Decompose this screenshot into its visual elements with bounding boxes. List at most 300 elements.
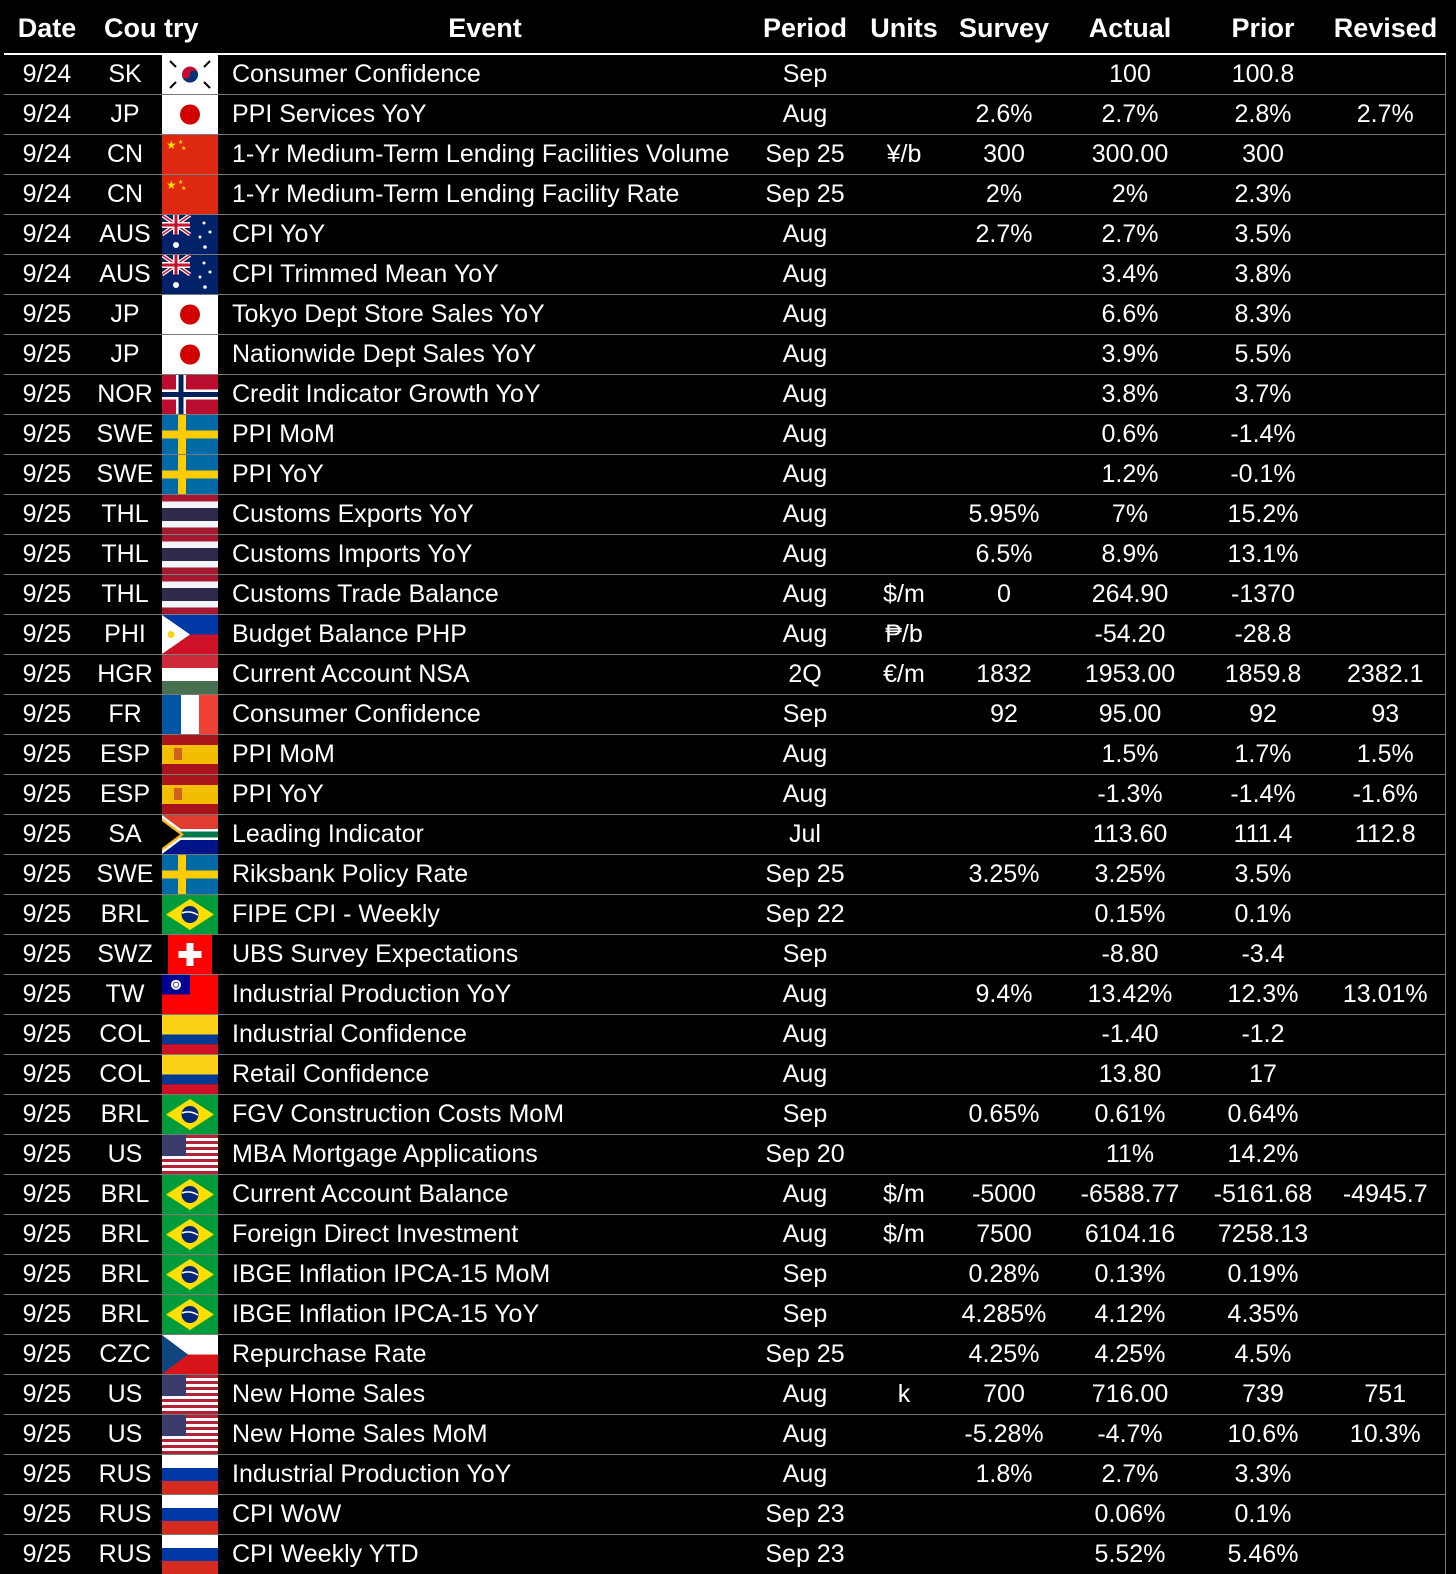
flag-cell (160, 655, 220, 695)
cell-date: 9/25 (4, 575, 90, 615)
cell-prior: -28.8 (1200, 615, 1326, 655)
cell-actual: -1.40 (1060, 1015, 1200, 1055)
cell-country: US (90, 1135, 160, 1175)
cell-units (860, 1295, 948, 1335)
cell-country: JP (90, 95, 160, 135)
flag-cell (160, 775, 220, 815)
cell-units: ¥/b (860, 135, 948, 175)
cell-period: Sep (750, 695, 860, 735)
cell-survey: 9.4% (948, 975, 1060, 1015)
cell-period: Aug (750, 1175, 860, 1215)
cell-units (860, 1335, 948, 1375)
flag-cell (160, 415, 220, 455)
cell-event: Retail Confidence (220, 1055, 750, 1095)
table-row (4, 375, 1445, 415)
brazil-flag-icon (162, 1215, 218, 1254)
cell-actual: -54.20 (1060, 615, 1200, 655)
cell-country: COL (90, 1055, 160, 1095)
cell-prior: 111.4 (1200, 815, 1326, 855)
cell-units (860, 375, 948, 415)
japan-flag-icon (162, 95, 218, 134)
flag-cell (160, 1495, 220, 1535)
cell-actual: 13.80 (1060, 1055, 1200, 1095)
flag-cell (160, 54, 220, 95)
cell-period: Sep 20 (750, 1135, 860, 1175)
cell-event: IBGE Inflation IPCA-15 YoY (220, 1295, 750, 1335)
table-row (4, 855, 1445, 895)
cell-period: Sep (750, 1095, 860, 1135)
cell-survey: 2% (948, 175, 1060, 215)
cell-units (860, 54, 948, 95)
svg-text:★: ★ (166, 178, 177, 192)
cell-revised (1326, 495, 1445, 535)
cell-date: 9/25 (4, 735, 90, 775)
cell-country: SWE (90, 455, 160, 495)
table-row (4, 255, 1445, 295)
cell-period: Aug (750, 735, 860, 775)
cell-date: 9/25 (4, 1375, 90, 1415)
cell-actual: 2.7% (1060, 95, 1200, 135)
thailand-flag-icon (162, 535, 218, 574)
cell-prior: -1370 (1200, 575, 1326, 615)
cell-units (860, 255, 948, 295)
cell-actual: 264.90 (1060, 575, 1200, 615)
cell-country: US (90, 1375, 160, 1415)
cell-country: BRL (90, 1175, 160, 1215)
cell-units (860, 215, 948, 255)
cell-date: 9/25 (4, 1295, 90, 1335)
cell-actual: 100 (1060, 54, 1200, 95)
cell-revised: 112.8 (1326, 815, 1445, 855)
cell-actual: 5.52% (1060, 1535, 1200, 1574)
cell-prior: 2.3% (1200, 175, 1326, 215)
colombia-flag-icon (162, 1055, 218, 1094)
cell-period: Aug (750, 615, 860, 655)
cell-revised (1326, 1135, 1445, 1175)
colombia-flag-icon (162, 1015, 218, 1054)
cell-prior: 0.1% (1200, 1495, 1326, 1535)
cell-event: 1-Yr Medium-Term Lending Facility Rate (220, 175, 750, 215)
cell-period: Aug (750, 95, 860, 135)
cell-survey: 4.285% (948, 1295, 1060, 1335)
cell-period: Aug (750, 575, 860, 615)
cell-date: 9/25 (4, 1535, 90, 1574)
cell-country: SWE (90, 855, 160, 895)
cell-survey: 0 (948, 575, 1060, 615)
cell-date: 9/25 (4, 1215, 90, 1255)
cell-country: JP (90, 295, 160, 335)
cell-prior: -1.4% (1200, 415, 1326, 455)
flag-cell (160, 935, 220, 975)
header-units: Units (860, 3, 948, 54)
cell-units (860, 455, 948, 495)
cell-actual: 1.5% (1060, 735, 1200, 775)
cell-date: 9/25 (4, 1495, 90, 1535)
cell-units (860, 95, 948, 135)
cell-actual: 716.00 (1060, 1375, 1200, 1415)
cell-units (860, 1015, 948, 1055)
cell-event: FGV Construction Costs MoM (220, 1095, 750, 1135)
flag-cell (160, 295, 220, 335)
cell-prior: 4.35% (1200, 1295, 1326, 1335)
cell-revised (1326, 215, 1445, 255)
cell-units (860, 175, 948, 215)
flag-cell (160, 575, 220, 615)
spain-flag-icon (162, 735, 218, 774)
cell-prior: 13.1% (1200, 535, 1326, 575)
cell-units: $/m (860, 1215, 948, 1255)
cell-units (860, 535, 948, 575)
cell-units (860, 1535, 948, 1574)
cell-date: 9/24 (4, 135, 90, 175)
australia-flag-icon (162, 215, 218, 254)
cell-event: Customs Exports YoY (220, 495, 750, 535)
cell-units (860, 895, 948, 935)
cell-prior: 92 (1200, 695, 1326, 735)
cell-prior: 3.5% (1200, 855, 1326, 895)
cell-period: Sep 23 (750, 1535, 860, 1574)
cell-revised (1326, 1335, 1445, 1375)
table-row (4, 615, 1445, 655)
cell-prior: 4.5% (1200, 1335, 1326, 1375)
cell-survey: 92 (948, 695, 1060, 735)
cell-country: BRL (90, 1215, 160, 1255)
cell-date: 9/25 (4, 655, 90, 695)
table-row (4, 1095, 1445, 1135)
cell-period: Sep 22 (750, 895, 860, 935)
cell-country: CZC (90, 1335, 160, 1375)
cell-units (860, 775, 948, 815)
flag-cell (160, 735, 220, 775)
table-row (4, 935, 1445, 975)
cell-country: BRL (90, 1295, 160, 1335)
cell-event: Customs Trade Balance (220, 575, 750, 615)
cell-country: NOR (90, 375, 160, 415)
table-row (4, 455, 1445, 495)
cell-prior: 8.3% (1200, 295, 1326, 335)
flag-cell (160, 1095, 220, 1135)
cell-event: Nationwide Dept Sales YoY (220, 335, 750, 375)
cell-actual: 4.25% (1060, 1335, 1200, 1375)
cell-actual: 3.8% (1060, 375, 1200, 415)
cell-period: Aug (750, 535, 860, 575)
cell-event: Customs Imports YoY (220, 535, 750, 575)
cell-date: 9/25 (4, 815, 90, 855)
cell-period: Sep 25 (750, 135, 860, 175)
cell-survey (948, 1015, 1060, 1055)
cell-event: Consumer Confidence (220, 695, 750, 735)
cell-units (860, 1415, 948, 1455)
flag-cell (160, 255, 220, 295)
cell-date: 9/25 (4, 535, 90, 575)
cell-prior: 1.7% (1200, 735, 1326, 775)
table-row (4, 975, 1445, 1015)
cell-revised: 13.01% (1326, 975, 1445, 1015)
cell-date: 9/25 (4, 1335, 90, 1375)
cell-survey (948, 615, 1060, 655)
cell-units: k (860, 1375, 948, 1415)
cell-revised: 10.3% (1326, 1415, 1445, 1455)
header-actual: Actual (1060, 3, 1200, 54)
cell-event: PPI MoM (220, 735, 750, 775)
cell-survey: 0.28% (948, 1255, 1060, 1295)
cell-actual: 13.42% (1060, 975, 1200, 1015)
cell-country: SWZ (90, 935, 160, 975)
usa-flag-icon (162, 1415, 218, 1454)
table-row (4, 135, 1445, 175)
flag-cell (160, 215, 220, 255)
cell-revised (1326, 415, 1445, 455)
cell-event: FIPE CPI - Weekly (220, 895, 750, 935)
cell-units (860, 1495, 948, 1535)
cell-country: THL (90, 495, 160, 535)
cell-period: Sep (750, 54, 860, 95)
svg-text:★: ★ (166, 138, 177, 152)
russia-flag-icon (162, 1535, 218, 1574)
table-row (4, 1535, 1445, 1574)
cell-survey (948, 1495, 1060, 1535)
table-row (4, 1495, 1445, 1535)
cell-prior: 3.5% (1200, 215, 1326, 255)
flag-cell (160, 695, 220, 735)
table-row (4, 1255, 1445, 1295)
flag-cell (160, 175, 220, 215)
cell-date: 9/25 (4, 615, 90, 655)
cell-prior: 300 (1200, 135, 1326, 175)
cell-prior: -1.4% (1200, 775, 1326, 815)
cell-date: 9/25 (4, 1255, 90, 1295)
header-period: Period (750, 3, 860, 54)
cell-revised (1326, 1055, 1445, 1095)
cell-country: ESP (90, 775, 160, 815)
cell-actual: 0.15% (1060, 895, 1200, 935)
table-row (4, 1455, 1445, 1495)
cell-revised (1326, 535, 1445, 575)
cell-event: Industrial Confidence (220, 1015, 750, 1055)
cell-country: ESP (90, 735, 160, 775)
cell-revised (1326, 1095, 1445, 1135)
cell-prior: 3.7% (1200, 375, 1326, 415)
china-flag-icon (162, 135, 218, 174)
cell-period: Aug (750, 1455, 860, 1495)
flag-cell (160, 1335, 220, 1375)
cell-prior: 2.8% (1200, 95, 1326, 135)
flag-cell (160, 1175, 220, 1215)
cell-survey: -5.28% (948, 1415, 1060, 1455)
cell-event: 1-Yr Medium-Term Lending Facilities Volume (220, 135, 750, 175)
header-event: Event (220, 3, 750, 54)
japan-flag-icon (162, 335, 218, 374)
brazil-flag-icon (162, 895, 218, 934)
sweden-flag-icon (162, 455, 218, 494)
cell-period: Aug (750, 975, 860, 1015)
cell-date: 9/24 (4, 175, 90, 215)
table-row (4, 1055, 1445, 1095)
cell-revised: -1.6% (1326, 775, 1445, 815)
cell-actual: 11% (1060, 1135, 1200, 1175)
cell-actual: 2.7% (1060, 215, 1200, 255)
south-africa-flag-icon (162, 815, 218, 854)
cell-event: CPI YoY (220, 215, 750, 255)
table-row (4, 1015, 1445, 1055)
cell-event: PPI MoM (220, 415, 750, 455)
flag-cell (160, 375, 220, 415)
cell-event: Tokyo Dept Store Sales YoY (220, 295, 750, 335)
table-row (4, 815, 1445, 855)
flag-cell (160, 1055, 220, 1095)
cell-actual: -1.3% (1060, 775, 1200, 815)
cell-country: THL (90, 575, 160, 615)
cell-actual: 0.06% (1060, 1495, 1200, 1535)
cell-prior: 3.8% (1200, 255, 1326, 295)
cell-country: RUS (90, 1495, 160, 1535)
brazil-flag-icon (162, 1295, 218, 1334)
china-flag-icon (162, 175, 218, 214)
cell-actual: 3.25% (1060, 855, 1200, 895)
header-revised: Revised (1326, 3, 1445, 54)
thailand-flag-icon (162, 495, 218, 534)
czech-flag-icon (162, 1335, 218, 1374)
cell-units (860, 695, 948, 735)
japan-flag-icon (162, 295, 218, 334)
cell-actual: -6588.77 (1060, 1175, 1200, 1215)
cell-revised (1326, 1295, 1445, 1335)
cell-actual: 4.12% (1060, 1295, 1200, 1335)
cell-date: 9/24 (4, 54, 90, 95)
table-row (4, 775, 1445, 815)
cell-date: 9/25 (4, 1415, 90, 1455)
table-row (4, 535, 1445, 575)
cell-survey (948, 1535, 1060, 1574)
cell-actual: 95.00 (1060, 695, 1200, 735)
spain-flag-icon (162, 775, 218, 814)
cell-survey (948, 375, 1060, 415)
cell-survey: 4.25% (948, 1335, 1060, 1375)
cell-prior: 17 (1200, 1055, 1326, 1095)
cell-units (860, 1455, 948, 1495)
cell-event: Consumer Confidence (220, 54, 750, 95)
cell-survey (948, 775, 1060, 815)
cell-prior: 5.46% (1200, 1535, 1326, 1574)
cell-units (860, 295, 948, 335)
table-row (4, 54, 1445, 95)
cell-revised (1326, 615, 1445, 655)
cell-survey (948, 735, 1060, 775)
cell-units (860, 975, 948, 1015)
cell-period: Sep 25 (750, 175, 860, 215)
flag-cell (160, 1015, 220, 1055)
cell-actual: 3.4% (1060, 255, 1200, 295)
cell-period: Aug (750, 295, 860, 335)
table-row (4, 1295, 1445, 1335)
cell-units: ₱/b (860, 615, 948, 655)
hungary-flag-icon (162, 655, 218, 694)
cell-survey (948, 295, 1060, 335)
table-row (4, 1215, 1445, 1255)
flag-cell (160, 95, 220, 135)
cell-period: Sep 25 (750, 855, 860, 895)
cell-period: Aug (750, 335, 860, 375)
header-survey: Survey (948, 3, 1060, 54)
cell-revised (1326, 175, 1445, 215)
cell-event: Current Account Balance (220, 1175, 750, 1215)
cell-date: 9/25 (4, 855, 90, 895)
cell-date: 9/25 (4, 1095, 90, 1135)
cell-date: 9/25 (4, 295, 90, 335)
cell-prior: 14.2% (1200, 1135, 1326, 1175)
cell-country: COL (90, 1015, 160, 1055)
cell-prior: 0.1% (1200, 895, 1326, 935)
cell-country: FR (90, 695, 160, 735)
cell-actual: 0.13% (1060, 1255, 1200, 1295)
cell-revised (1326, 1255, 1445, 1295)
usa-flag-icon (162, 1135, 218, 1174)
cell-units (860, 815, 948, 855)
cell-survey: 700 (948, 1375, 1060, 1415)
cell-prior: 10.6% (1200, 1415, 1326, 1455)
cell-period: Jul (750, 815, 860, 855)
cell-units (860, 415, 948, 455)
cell-date: 9/25 (4, 1455, 90, 1495)
cell-event: Riksbank Policy Rate (220, 855, 750, 895)
table-row (4, 295, 1445, 335)
cell-event: Budget Balance PHP (220, 615, 750, 655)
cell-date: 9/25 (4, 1055, 90, 1095)
flag-cell (160, 455, 220, 495)
flag-cell (160, 895, 220, 935)
cell-actual: 6.6% (1060, 295, 1200, 335)
cell-date: 9/25 (4, 415, 90, 455)
flag-cell (160, 1255, 220, 1295)
taiwan-flag-icon (162, 975, 218, 1014)
cell-period: Aug (750, 1055, 860, 1095)
cell-actual: -4.7% (1060, 1415, 1200, 1455)
cell-revised (1326, 935, 1445, 975)
economic-calendar-table (4, 3, 1446, 1574)
cell-event: New Home Sales MoM (220, 1415, 750, 1455)
cell-survey: 6.5% (948, 535, 1060, 575)
cell-date: 9/25 (4, 335, 90, 375)
cell-date: 9/25 (4, 1015, 90, 1055)
russia-flag-icon (162, 1495, 218, 1534)
table-row (4, 1135, 1445, 1175)
cell-survey: -5000 (948, 1175, 1060, 1215)
cell-units: $/m (860, 575, 948, 615)
cell-period: Aug (750, 255, 860, 295)
flag-cell (160, 135, 220, 175)
cell-country: US (90, 1415, 160, 1455)
flag-cell (160, 535, 220, 575)
cell-survey: 1.8% (948, 1455, 1060, 1495)
cell-prior: 0.64% (1200, 1095, 1326, 1135)
cell-actual: 2% (1060, 175, 1200, 215)
cell-date: 9/25 (4, 895, 90, 935)
cell-event: CPI Trimmed Mean YoY (220, 255, 750, 295)
cell-units (860, 335, 948, 375)
cell-survey (948, 455, 1060, 495)
cell-survey (948, 335, 1060, 375)
cell-prior: -1.2 (1200, 1015, 1326, 1055)
cell-period: 2Q (750, 655, 860, 695)
cell-revised (1326, 1215, 1445, 1255)
sweden-flag-icon (162, 855, 218, 894)
cell-units (860, 1095, 948, 1135)
cell-survey: 7500 (948, 1215, 1060, 1255)
cell-prior: -5161.68 (1200, 1175, 1326, 1215)
cell-actual: 6104.16 (1060, 1215, 1200, 1255)
cell-country: RUS (90, 1455, 160, 1495)
cell-survey: 3.25% (948, 855, 1060, 895)
